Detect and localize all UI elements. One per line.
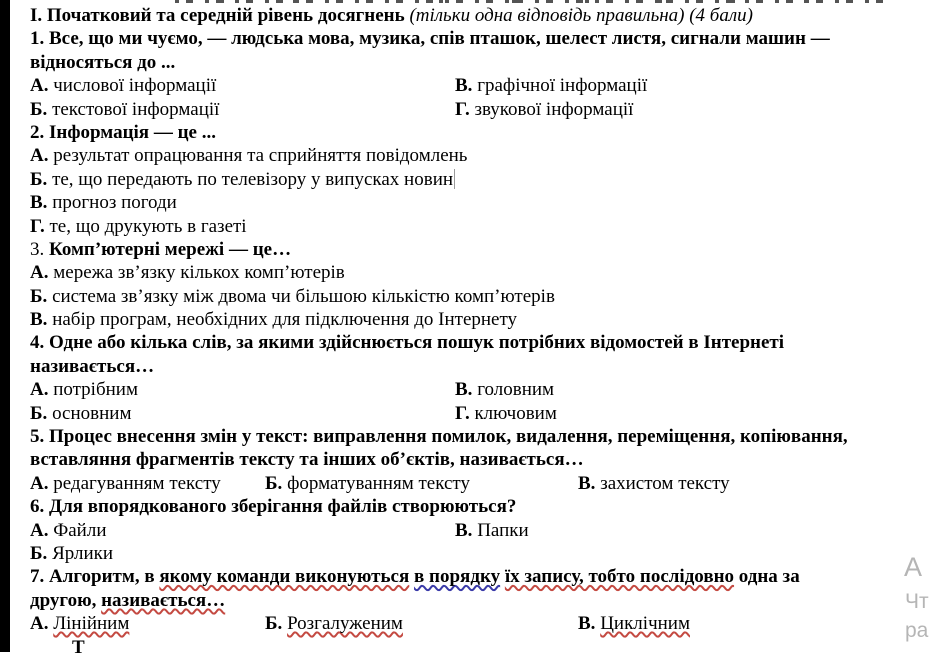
text-column (30, 402, 131, 425)
text-segment: їх запису, тобто послідовно (504, 566, 735, 588)
text-segment: А. (30, 472, 49, 494)
text-segment: Б. (30, 168, 48, 190)
text-segment: А. (30, 75, 49, 97)
text-column (455, 378, 554, 401)
text-column (265, 612, 403, 635)
text-segment: Комп’ютерні мережі — це… (49, 238, 292, 260)
text-column (30, 168, 455, 191)
text-column (30, 331, 784, 354)
text-line[interactable] (0, 425, 931, 448)
text-segment: одна за (734, 566, 800, 588)
text-segment: те, що друкують в газеті (44, 215, 247, 237)
text-column (30, 121, 216, 144)
text-segment: графічної інформації (472, 75, 648, 97)
text-line[interactable] (0, 238, 931, 261)
text-line[interactable] (0, 495, 931, 518)
text-column (30, 308, 517, 331)
text-line[interactable] (0, 51, 931, 74)
text-segment: (тільки одна відповідь правильна) (4 бали) (409, 5, 753, 26)
text-line[interactable] (0, 331, 931, 354)
text-column (30, 4, 753, 27)
text-segment: Б. (30, 98, 48, 120)
text-segment: Г. (30, 215, 45, 237)
text-line[interactable] (0, 612, 931, 635)
clipped-text-line-top (175, 0, 895, 3)
text-segment: в порядку (414, 566, 501, 588)
text-segment: те, що передають по телевізору у випусках новин (47, 168, 454, 190)
text-segment: називається… (30, 355, 155, 377)
text-column (72, 636, 85, 659)
text-line[interactable] (0, 144, 931, 167)
text-column (30, 238, 291, 261)
text-line[interactable] (0, 565, 931, 588)
text-column (30, 565, 800, 588)
text-column (30, 74, 216, 97)
text-segment: В. (578, 613, 596, 635)
text-segment: прогноз погоди (47, 192, 177, 214)
text-column (30, 378, 138, 401)
side-fragment: ра (905, 619, 929, 642)
side-fragment: Чт (905, 590, 929, 613)
text-segment: А. (30, 379, 49, 401)
text-segment: ключовим (469, 402, 557, 424)
text-column (265, 472, 470, 495)
text-column (30, 472, 221, 495)
text-segment: Папки (472, 519, 529, 541)
text-segment: називається… (101, 589, 226, 611)
text-segment: А. (30, 262, 49, 284)
text-line[interactable] (0, 121, 931, 144)
text-segment: мережа зв’язку кількох комп’ютерів (48, 262, 345, 284)
text-segment: звукової інформації (469, 98, 634, 120)
text-segment: 5. Процес внесення змін у текст: виправлення помилок, видалення, переміщення, копіювання, (30, 426, 848, 448)
text-segment: Б. (265, 613, 283, 635)
text-line[interactable] (0, 355, 931, 378)
text-line[interactable] (0, 215, 931, 238)
text-segment: Т (72, 636, 85, 658)
text-segment: Файли (48, 519, 107, 541)
text-segment: редагуванням тексту (48, 472, 221, 494)
background-window-text (903, 552, 931, 652)
text-segment: А. (30, 519, 49, 541)
text-segment: В. (30, 309, 48, 331)
text-segment: 4. Одне або кілька слів, за якими здійснюється пошук потрібних відомостей в Інтернеті (30, 332, 785, 354)
text-line[interactable] (0, 27, 931, 50)
text-segment: Б. (30, 285, 48, 307)
text-column (30, 519, 107, 542)
text-line[interactable] (0, 402, 931, 425)
text-line[interactable] (0, 636, 931, 659)
text-column (455, 98, 633, 121)
text-segment: В. (578, 472, 596, 494)
text-segment: 6. Для впорядкованого зберігання файлів створюються? (30, 496, 517, 518)
text-line[interactable] (0, 261, 931, 284)
text-segment: захистом тексту (595, 472, 730, 494)
text-segment: текстової інформації (47, 98, 220, 120)
text-segment: 7. Алгоритм, в (30, 566, 160, 588)
text-column (30, 355, 154, 378)
text-column (30, 144, 467, 167)
text-column (30, 425, 848, 448)
text-segment: набір програм, необхідних для підключення до Інтернету (47, 309, 518, 331)
text-column (30, 285, 555, 308)
text-column (30, 51, 175, 74)
text-line[interactable] (0, 519, 931, 542)
text-segment: В. (455, 75, 473, 97)
text-column (30, 495, 516, 518)
text-segment: Г. (455, 98, 470, 120)
text-column (30, 612, 129, 635)
text-segment: А. (30, 145, 49, 167)
text-line[interactable] (0, 542, 931, 565)
text-column (30, 191, 177, 214)
text-line[interactable] (0, 308, 931, 331)
text-column (30, 261, 345, 284)
text-segment: Б. (265, 472, 283, 494)
text-segment: головним (472, 379, 555, 401)
text-line[interactable] (0, 285, 931, 308)
text-column (30, 98, 219, 121)
text-segment: Б. (30, 402, 48, 424)
text-segment: В. (30, 192, 48, 214)
text-line[interactable] (0, 378, 931, 401)
text-column (578, 612, 690, 635)
text-segment: відносяться до ... (30, 51, 176, 73)
text-segment: потрібним (48, 379, 138, 401)
text-segment: основним (47, 402, 132, 424)
text-segment: якому команди виконуються (159, 566, 410, 588)
text-segment: результат опрацювання та сприйняття повідомлень (48, 145, 468, 167)
text-segment: вставляння фрагментів тексту та інших об’єктів, називається… (30, 449, 584, 471)
text-segment: 2. Інформація — це ... (30, 121, 216, 143)
text-segment: Ярлики (47, 542, 114, 564)
text-segment: форматуванням тексту (282, 472, 470, 494)
text-segment: Лінійним (53, 613, 130, 635)
text-segment: 3. (30, 238, 49, 260)
text-line[interactable] (0, 472, 931, 495)
text-column (30, 589, 225, 612)
text-column (30, 27, 830, 50)
side-fragment: А (904, 552, 923, 582)
text-line[interactable] (0, 168, 931, 191)
text-segment: система зв’язку між двома чи більшою кількістю комп’ютерів (47, 285, 555, 307)
text-segment: І. Початковий та середній рівень досягнень (30, 5, 410, 26)
document-body[interactable] (0, 4, 931, 659)
text-segment: 1. Все, що ми чуємо, — людська мова, музика, спів пташок, шелест листя, сигнали машин — (30, 28, 830, 50)
text-column (30, 542, 113, 565)
text-segment: Г. (455, 402, 470, 424)
text-column (455, 74, 647, 97)
text-column (578, 472, 730, 495)
text-column (30, 215, 247, 238)
text-line[interactable] (0, 74, 931, 97)
text-segment: В. (455, 379, 473, 401)
text-segment: Циклічним (600, 613, 690, 635)
text-segment: Розгалуженим (287, 613, 403, 635)
text-segment: Б. (30, 542, 48, 564)
text-column (455, 519, 529, 542)
text-line[interactable] (0, 589, 931, 612)
text-column (455, 402, 557, 425)
text-cursor (454, 169, 455, 189)
text-line[interactable] (0, 98, 931, 121)
text-line[interactable] (0, 448, 931, 471)
text-line[interactable] (0, 4, 931, 27)
text-segment: другою, (30, 589, 102, 611)
text-segment: В. (455, 519, 473, 541)
text-column (30, 448, 584, 471)
text-segment: А. (30, 613, 49, 635)
text-segment: числової інформації (48, 75, 217, 97)
text-line[interactable] (0, 191, 931, 214)
